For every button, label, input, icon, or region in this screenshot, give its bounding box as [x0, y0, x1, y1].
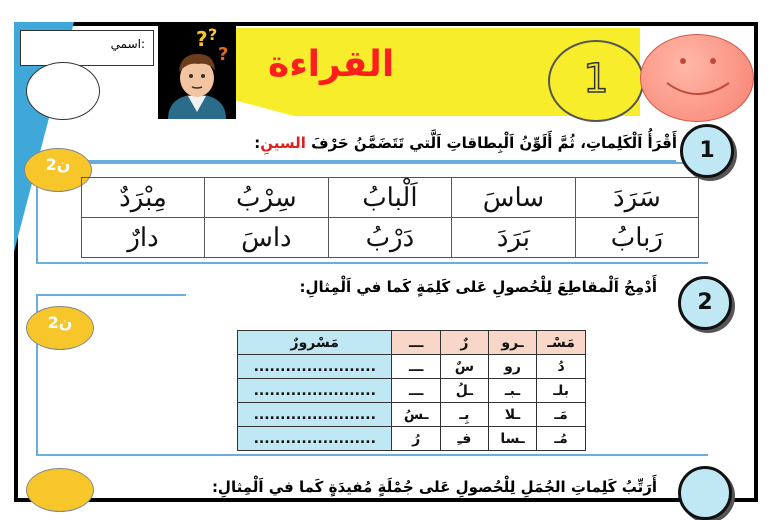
word-cards-table: [81, 177, 699, 258]
q1-instruction-end: :: [254, 134, 261, 152]
answer-cell[interactable]: .......................: [238, 427, 392, 451]
lesson-number-badge: [548, 40, 644, 122]
syllable-cell: ـلُ: [440, 379, 488, 403]
svg-text:?: ?: [218, 44, 229, 65]
q3-points-badge: [26, 468, 94, 512]
table-row: [238, 427, 586, 451]
word-card[interactable]: سِرْبُ: [205, 178, 329, 218]
word-card[interactable]: رَبابُ: [575, 218, 698, 258]
syllable-cell: رُ: [392, 427, 440, 451]
answer-cell[interactable]: .......................: [238, 355, 392, 379]
name-label: اسمي:: [110, 37, 145, 51]
q1-highlight-letter: السينِ: [260, 134, 306, 152]
table-row: [82, 218, 699, 258]
section-1-top-line: [36, 160, 676, 162]
q1-points: 2ن: [45, 155, 71, 174]
table-row: [238, 379, 586, 403]
score-circle: [26, 62, 100, 120]
q2-points: 2ن: [47, 313, 73, 332]
syllable-cell: ـــ: [392, 355, 440, 379]
question-3-instruction: أَرَتِّبُ كَلِماتِ الجُمَلِ لِلْحُصولِ عَلى جُمْلَةٍ مُفيدَةٍ كَما في اَلْمِثالِ:: [211, 478, 657, 496]
thinking-boy-avatar: [158, 26, 236, 119]
syllable-cell: بلـ: [537, 379, 586, 403]
syllable-cell: دُ: [537, 355, 586, 379]
word-card[interactable]: سَرَدَ: [575, 178, 698, 218]
question-1-number: 1: [680, 124, 734, 178]
syllable-cell: مُـ: [537, 427, 586, 451]
word-card[interactable]: دَرْبُ: [328, 218, 451, 258]
question-1-instruction: [254, 134, 677, 152]
table-row: [238, 331, 586, 355]
question-2-instruction: أَدْمِجُ اَلْمقاطِعَ لِلْحُصولِ عَلى كَلِمَةٍ كَما في اَلْمِثالِ:: [299, 278, 657, 296]
table-row: [82, 178, 699, 218]
syllable-cell: فـِ: [440, 427, 488, 451]
word-card[interactable]: داسَ: [205, 218, 329, 258]
syllable-cell: رٌ: [440, 331, 488, 355]
q2-points-badge: [26, 306, 94, 350]
q1-instruction-text: أَقْرَأُ اَلْكَلِماتِ، ثُمَّ أَلَوِّنُ اَلْبِطاقاتِ اَلَّتي تَتَضَمَّنُ حَرْفَ: [305, 134, 677, 152]
smiley-face-icon: [640, 34, 754, 122]
word-card[interactable]: اَلْبابُ: [328, 178, 451, 218]
lesson-number: 1: [583, 56, 609, 102]
svg-text:?: ?: [208, 26, 218, 44]
syllable-cell: مَـ: [537, 403, 586, 427]
syllable-cell: ـسُ: [392, 403, 440, 427]
syllable-cell: ـلا: [488, 403, 536, 427]
name-box[interactable]: [20, 30, 154, 66]
word-card[interactable]: بَرَدَ: [452, 218, 576, 258]
table-row: [238, 355, 586, 379]
answer-cell[interactable]: .......................: [238, 379, 392, 403]
syllable-cell: ـسا: [488, 427, 536, 451]
word-card[interactable]: دارٌ: [82, 218, 205, 258]
syllable-cell: سٌ: [440, 355, 488, 379]
question-2-number: 2: [678, 276, 732, 330]
syllable-cell: بِـ: [440, 403, 488, 427]
syllable-cell: ـــ: [392, 331, 440, 355]
syllable-cell: ـبـ: [488, 379, 536, 403]
syllable-cell: ـرو: [488, 331, 536, 355]
syllable-cell: مَسْـ: [537, 331, 586, 355]
syllables-table: [237, 330, 586, 451]
page-title: القراءة: [268, 44, 395, 85]
word-card[interactable]: مِبْرَدٌ: [82, 178, 205, 218]
syllable-cell: رو: [488, 355, 536, 379]
svg-text:?: ?: [196, 27, 208, 51]
result-cell: مَسْرورٌ: [238, 331, 392, 355]
answer-cell[interactable]: .......................: [238, 403, 392, 427]
word-card[interactable]: ساسَ: [452, 178, 576, 218]
table-row: [238, 403, 586, 427]
question-3-number: [678, 466, 732, 520]
syllable-cell: ـــ: [392, 379, 440, 403]
